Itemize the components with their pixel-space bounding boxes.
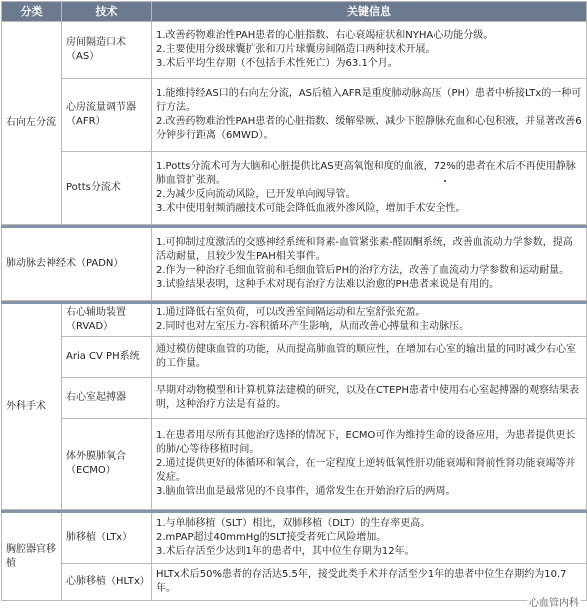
technique-cell: 房间隔造口术（AS）	[62, 22, 152, 79]
technique-cell: 右心室起搏器	[62, 378, 152, 419]
info-line: 1.在患者用尽所有其他治疗选择的情况下，ECMO可作为维持生命的设备应用，为患者提供更长的肺/心等待移植时间。	[156, 429, 582, 457]
info-line: 1.改善药物难治性PAH患者的心脏指数、右心衰竭症状和NYHA心功能分级。	[156, 29, 582, 43]
category-cell: 右向左分流	[2, 22, 62, 225]
category-cell: 胸腔器官移植	[2, 513, 62, 601]
info-line: 3.试验结果表明，这种手术对现有治疗方法难以治愈的PH患者来说是有用的。	[156, 278, 582, 292]
info-cell	[152, 228, 587, 301]
info-line: 3.术后平均生存期（不包括手术性死亡）为63.1个月。	[156, 57, 582, 71]
info-line: 3.脑血管出血是最常见的不良事件，通常发生在开始治疗后的两周。	[156, 485, 582, 499]
header-technique: 技术	[62, 2, 152, 22]
table-row	[2, 79, 587, 152]
table-row	[2, 22, 587, 79]
header-info: 关键信息	[152, 2, 587, 22]
info-line: 2.mPAP超过40mmHg的SLT接受者死亡风险增加。	[156, 531, 582, 545]
info-cell	[152, 564, 587, 601]
info-cell	[152, 378, 587, 419]
table-row	[2, 378, 587, 419]
table-row	[2, 228, 587, 301]
watermark: 心血管内科	[527, 594, 581, 609]
info-line: 2.改善药物难治性PAH患者的心脏指数、缓解晕厥、减少下腔静脉充血和心包积液，并显著改善6分钟步行距离（6MWD）。	[156, 115, 582, 143]
info-cell	[152, 419, 587, 510]
header-category: 分类	[2, 2, 62, 22]
info-cell	[152, 22, 587, 79]
info-cell	[152, 152, 587, 225]
info-line: 1.与单肺移植（SLT）相比，双肺移植（DLT）的生存率更高。	[156, 517, 582, 531]
category-cell: 肺动脉去神经术（PADN）	[2, 228, 152, 301]
table-row	[2, 337, 587, 378]
stray-dot	[444, 180, 446, 182]
info-cell	[152, 304, 587, 337]
info-line: 1.能维持经AS口的右向左分流，AS后植入AFR是重度肺动脉高压（PH）患者中桥接LTx的一种可行方法。	[156, 87, 582, 115]
table-row	[2, 419, 587, 510]
info-line: 1.Potts分流术可为大脑和心脏提供比AS更高氧饱和度的血液，72%的患者在术后不再使用静脉肺血管扩张剂。	[156, 160, 582, 188]
technique-cell: 右心辅助装置（RVAD）	[62, 304, 152, 337]
info-line: 2.同时也对左室压力-容积循环产生影响，从而改善心搏量和主动脉压。	[156, 320, 582, 334]
table-row	[2, 513, 587, 564]
info-line: 通过模仿健康血管的功能，从而提高肺血管的顺应性，在增加右心室的输出量的同时减少右心室的工作量。	[156, 343, 582, 371]
info-line: 2.主要使用分级球囊扩张和刀片球囊房间隔造口两种技术开展。	[156, 43, 582, 57]
technique-cell: Potts分流术	[62, 152, 152, 225]
technique-cell: 心肺移植（HLTx）	[62, 564, 152, 601]
table-header-row	[2, 2, 587, 22]
info-cell	[152, 513, 587, 564]
info-line: 2.作为一种治疗毛细血管前和毛细血管后PH的治疗方法，改善了血流动力学参数和运动耐量。	[156, 264, 582, 278]
info-line: 2.为减少反向流动风险，已开发单向阀导管。	[156, 188, 582, 202]
info-line: 3.术中使用射频消融技术可能会降低血液外渗风险，增加手术安全性。	[156, 202, 582, 216]
info-line: 1.通过降低右室负荷，可以改善室间隔运动和左室舒张充盈。	[156, 306, 582, 320]
technique-cell: Aria CV PH系统	[62, 337, 152, 378]
info-line: HLTx术后50%患者的存活达5.5年，接受此类手术并存活至少1年的患者中位生存期约为10.7年。	[156, 568, 582, 596]
info-line: 1.可抑制过度激活的交感神经系统和肾素-血管紧张素-醛固酮系统，改善血流动力学参数，提高活动耐量，且较少发生PAH相关事件。	[156, 236, 582, 264]
category-cell: 外科手术	[2, 304, 62, 510]
technique-cell: 肺移植（LTx）	[62, 513, 152, 564]
table-row	[2, 152, 587, 225]
info-line: 2.通过提供更好的体循环和氧合，在一定程度上逆转低氧性肝功能衰竭和肾前性肾功能衰竭等并发症。	[156, 457, 582, 485]
info-cell	[152, 79, 587, 152]
technique-cell: 心房流量调节器（AFR）	[62, 79, 152, 152]
info-line: 3.术后存活至少达到1年的患者中，其中位生存期为12年。	[156, 545, 582, 559]
table-row	[2, 304, 587, 337]
table-row	[2, 564, 587, 601]
info-line: 早期对动物模型和计算机算法建模的研究，以及在CTEPH患者中使用右心室起搏器的观察结果表明，这种治疗方法是有益的。	[156, 384, 582, 412]
technique-cell: 体外膜肺氧合（ECMO）	[62, 419, 152, 510]
therapy-table	[1, 1, 587, 601]
info-cell	[152, 337, 587, 378]
